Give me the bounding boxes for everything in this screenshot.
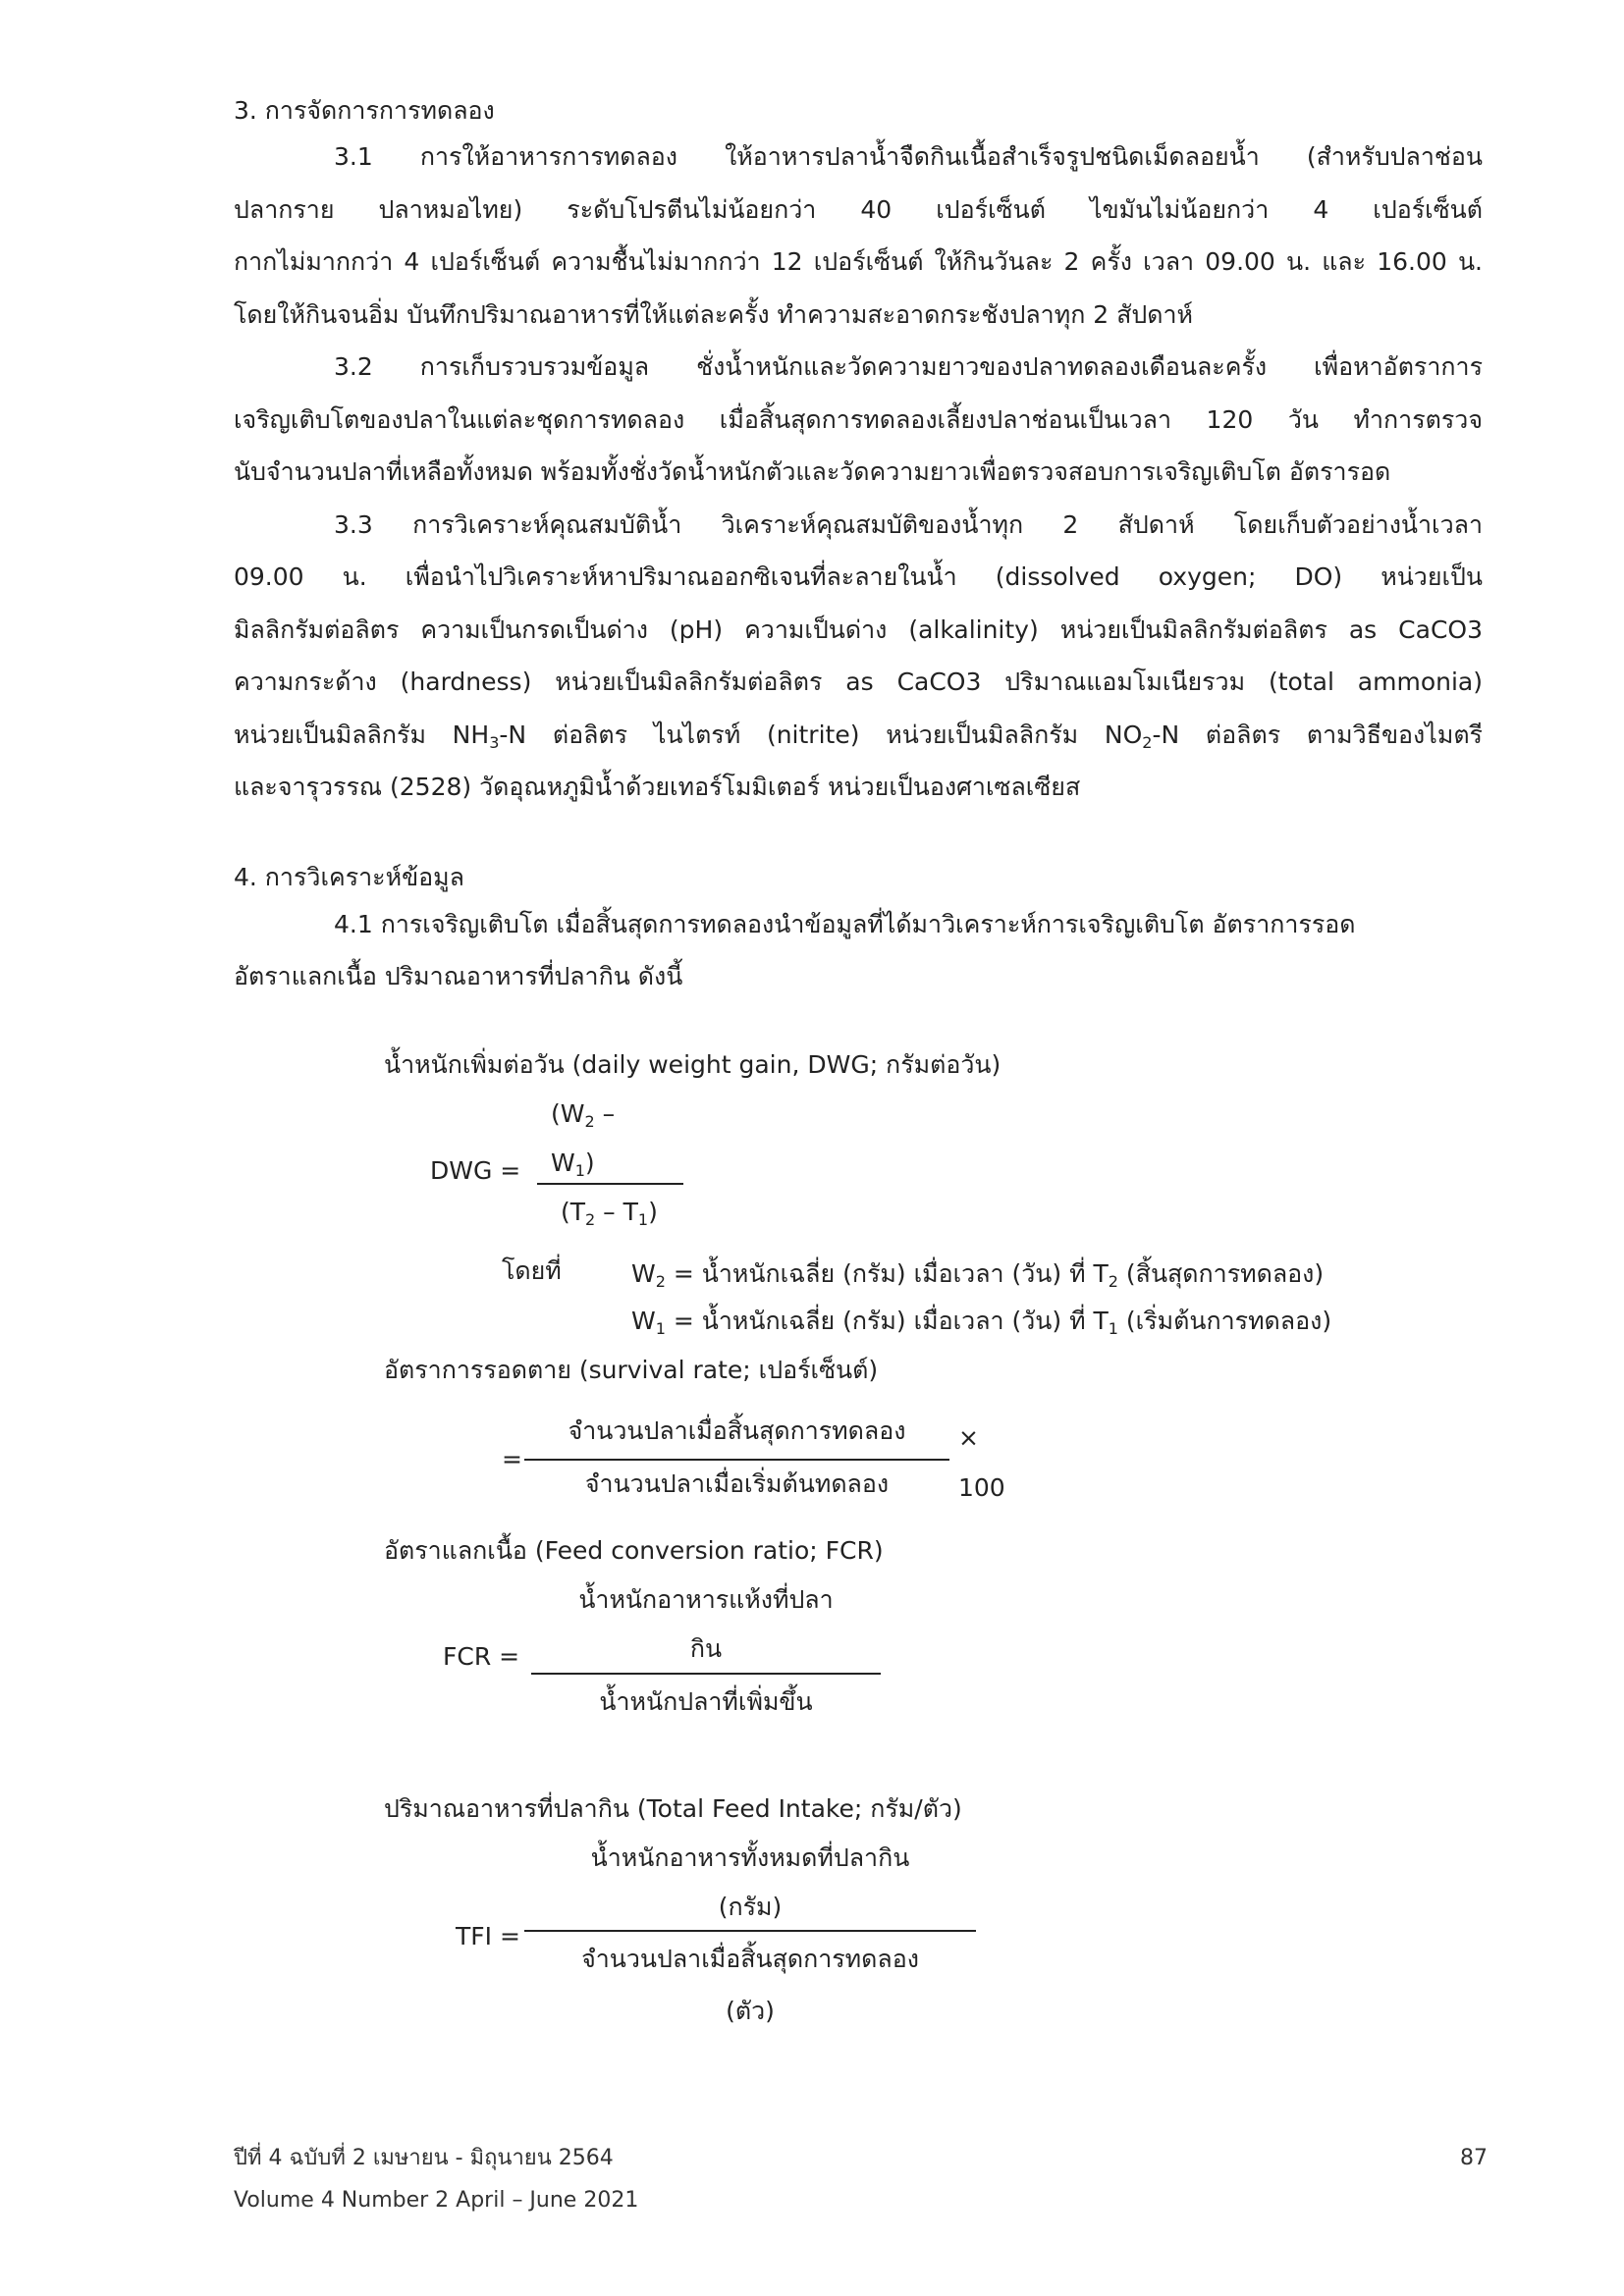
paragraph-line: ปลากราย ปลาหมอไทย) ระดับโปรตีนไม่น้อยกว่า 40 เปอร์เซ็นต์ ไขมันไม่น้อยกว่า 4 เปอร์เซ็นต์ — [234, 195, 1483, 224]
formula-lhs: TFI = — [456, 1922, 520, 1950]
subscript: 2 — [1142, 733, 1153, 752]
denominator: จำนวนปลาเมื่อเริ่มต้นทดลอง — [584, 1469, 890, 1498]
subscript: 1 — [637, 1210, 649, 1229]
text-run: -N ต่อลิตร ตามวิธีของไมตรี — [1152, 721, 1483, 749]
subscript: 2 — [655, 1272, 666, 1291]
variable-definition — [631, 1257, 1324, 1291]
formula-title: อัตราแลกเนื้อ (Feed conversion ratio; FCR) — [384, 1536, 884, 1565]
text-run: หน่วยเป็นมิลลิกรัม NH — [234, 721, 490, 749]
denominator: (ตัว) — [726, 1997, 775, 2025]
numerator: น้ำหนักอาหารทั้งหมดที่ปลากิน — [590, 1843, 910, 1872]
variable-definition — [631, 1305, 1331, 1338]
formula-lhs: DWG = — [430, 1156, 521, 1185]
paragraph-line: กากไม่มากกว่า 4 เปอร์เซ็นต์ ความชื้นไม่มากกว่า 12 เปอร์เซ็นต์ ให้กินวันละ 2 ครั้ง เวลา 09.00 น. และ 16.00 น. — [234, 247, 1483, 276]
fraction-bar — [537, 1183, 683, 1185]
text-run: (เริ่มต้นการทดลอง) — [1117, 1307, 1332, 1335]
multiply-sign: × — [958, 1423, 979, 1452]
text-run: = น้ำหนักเฉลี่ย (กรัม) เมื่อเวลา (วัน) ที่ T — [665, 1259, 1109, 1288]
section-3-heading: 3. การจัดการการทดลอง — [234, 96, 495, 125]
subscript: 2 — [1108, 1272, 1118, 1291]
paragraph-line: อัตราแลกเนื้อ ปริมาณอาหารที่ปลากิน ดังนี้ — [234, 962, 683, 990]
subscript: 1 — [574, 1161, 585, 1180]
subscript: 1 — [1108, 1319, 1118, 1338]
formula-title: ปริมาณอาหารที่ปลากิน (Total Feed Intake; กรัม/ตัว) — [384, 1794, 962, 1823]
paragraph-line: เจริญเติบโตของปลาในแต่ละชุดการทดลอง เมื่อสิ้นสุดการทดลองเลี้ยงปลาช่อนเป็นเวลา 120 วัน ทำการตรวจ — [234, 405, 1483, 434]
denominator: จำนวนปลาเมื่อสิ้นสุดการทดลอง — [581, 1945, 919, 1973]
text-run: ) — [584, 1148, 595, 1177]
paragraph-line: 3.2 การเก็บรวบรวมข้อมูล ชั่งน้ำหนักและวัดความยาวของปลาทดลองเดือนละครั้ง เพื่อหาอัตราการ — [334, 352, 1483, 381]
equals-sign: = — [502, 1445, 522, 1473]
numerator: จำนวนปลาเมื่อสิ้นสุดการทดลอง — [568, 1416, 906, 1445]
text-run: (สิ้นสุดการทดลอง) — [1117, 1259, 1325, 1288]
subscript: 1 — [655, 1319, 666, 1338]
denominator: น้ำหนักปลาที่เพิ่มขึ้น — [599, 1687, 813, 1716]
denominator — [561, 1196, 658, 1229]
text-run: W — [631, 1259, 656, 1288]
numerator — [551, 1147, 595, 1180]
fraction-bar — [524, 1930, 976, 1932]
text-run: W — [631, 1307, 656, 1335]
formula-title: น้ำหนักเพิ่มต่อวัน (daily weight gain, DWG; กรัมต่อวัน) — [384, 1050, 1001, 1079]
fraction-bar — [524, 1459, 949, 1461]
paragraph-line-with-subscripts — [234, 719, 1483, 752]
page-number: 87 — [1460, 2146, 1488, 2170]
paragraph-line: 3.1 การให้อาหารการทดลอง ให้อาหารปลาน้ำจืดกินเนื้อสำเร็จรูปชนิดเม็ดลอยน้ำ (สำหรับปลาช่อน — [334, 142, 1483, 171]
text-run: ) — [648, 1198, 658, 1226]
text-run: -N ต่อลิตร ไนไตรท์ (nitrite) หน่วยเป็นมิลลิกรัม NO — [499, 721, 1143, 749]
numerator: กิน — [689, 1634, 723, 1663]
numerator: น้ำหนักอาหารแห้งที่ปลา — [578, 1585, 834, 1614]
text-run: = น้ำหนักเฉลี่ย (กรัม) เมื่อเวลา (วัน) ที่ T — [665, 1307, 1109, 1335]
text-run: (T — [561, 1198, 586, 1226]
formula-title: อัตราการรอดตาย (survival rate; เปอร์เซ็นต์) — [384, 1356, 879, 1384]
paragraph-line: 4.1 การเจริญเติบโต เมื่อสิ้นสุดการทดลองนำข้อมูลที่ได้มาวิเคราะห์การเจริญเติบโต อัตราการรอด — [334, 910, 1356, 938]
formula-lhs: FCR = — [443, 1642, 520, 1671]
footer-issue-english: Volume 4 Number 2 April – June 2021 — [234, 2188, 639, 2213]
subscript: 3 — [489, 733, 500, 752]
paragraph-line: และจารุวรรณ (2528) วัดอุณหภูมิน้ำด้วยเทอร์โมมิเตอร์ หน่วยเป็นองศาเซลเซียส — [234, 773, 1081, 801]
numerator — [551, 1097, 615, 1131]
paragraph-line: 3.3 การวิเคราะห์คุณสมบัติน้ำ วิเคราะห์คุณสมบัติของน้ำทุก 2 สัปดาห์ โดยเก็บตัวอย่างน้ำเวลา — [334, 510, 1483, 539]
paragraph-line: นับจำนวนปลาที่เหลือทั้งหมด พร้อมทั้งชั่งวัดน้ำหนักตัวและวัดความยาวเพื่อตรวจสอบการเจริญเติบโต อัตรารอด — [234, 457, 1391, 486]
paragraph-line: โดยให้กินจนอิ่ม บันทึกปริมาณอาหารที่ให้แต่ละครั้ง ทำความสะอาดกระชังปลาทุก 2 สัปดาห์ — [234, 300, 1194, 329]
subscript: 2 — [584, 1112, 595, 1131]
numerator: (กรัม) — [718, 1893, 783, 1921]
footer-issue-thai: ปีที่ 4 ฉบับที่ 2 เมษายน - มิถุนายน 2564 — [234, 2146, 614, 2170]
hundred: 100 — [958, 1473, 1005, 1502]
text-run: – T — [595, 1198, 638, 1226]
text-run: (W — [551, 1099, 585, 1128]
text-run: – — [594, 1099, 616, 1128]
where-label: โดยที่ — [502, 1256, 562, 1285]
section-4-heading: 4. การวิเคราะห์ข้อมูล — [234, 863, 464, 891]
subscript: 2 — [585, 1210, 596, 1229]
paragraph-line: มิลลิกรัมต่อลิตร ความเป็นกรดเป็นด่าง (pH) ความเป็นด่าง (alkalinity) หน่วยเป็นมิลลิกรัมต่อลิตร as CaCO3 — [234, 615, 1483, 644]
paragraph-line: 09.00 น. เพื่อนำไปวิเคราะห์หาปริมาณออกซิเจนที่ละลายในน้ำ (dissolved oxygen; DO) หน่วยเป็น — [234, 562, 1483, 591]
text-run: W — [551, 1148, 575, 1177]
paragraph-line: ความกระด้าง (hardness) หน่วยเป็นมิลลิกรัมต่อลิตร as CaCO3 ปริมาณแอมโมเนียรวม (total ammonia) — [234, 667, 1483, 696]
fraction-bar — [531, 1673, 881, 1675]
